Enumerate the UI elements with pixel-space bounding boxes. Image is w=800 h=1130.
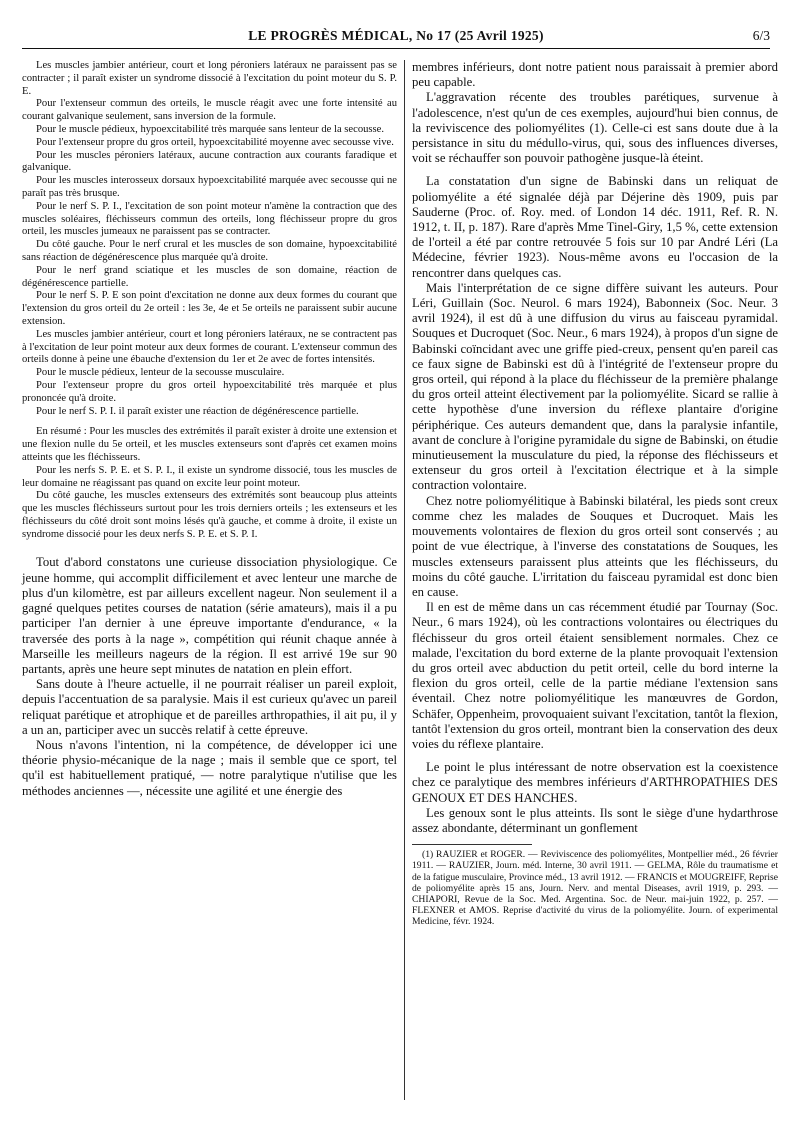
paragraph: Pour l'extenseur propre du gros orteil, hypoexcitabilité moyenne avec secousse vive. (36, 136, 394, 148)
paragraph: Du côté gauche. Pour le nerf crural et les muscles de son domaine, hypoexcitabilité sans réaction de dégénérescence plus marquée qu'à droite. (22, 239, 397, 263)
paragraph: Pour les muscles péroniers latéraux, aucune contraction aux courants faradique et galvanique. (22, 149, 397, 174)
paragraph: Les muscles jambier antérieur, court et long péroniers latéraux, ne se contractent pas à l'excitation de leur point moteur aux deux formes de courant. L'extenseur commun des orteils donne à peine une ébauche d'extension du 1er et 2e avec de fortes intensités. (22, 328, 397, 366)
paragraph: Le point le plus intéressant de notre observation est la coexistence chez ce paralytique des membres inférieurs d'ARTHROPATHIES DES GENOUX ET DES HANCHES. (412, 760, 778, 805)
column-divider (404, 60, 405, 1100)
page-number: 6/3 (752, 28, 770, 43)
journal-title: LE PROGRÈS MÉDICAL, No 17 (25 Avril 1925) (248, 28, 544, 43)
paragraph: Sans doute à l'heure actuelle, il ne pourrait réaliser un pareil exploit, depuis l'accentuation de sa paralysie. Mais il est curieux qu'avec un pareil reliquat parétique et atrophique et de pareilles arthropathies, il ait pu, il y a un an, participer avec un succès relatif à cette épreuve. (22, 677, 397, 737)
paragraph: Tout d'abord constatons une curieuse dissociation physiologique. Ce jeune homme, qui accomplit difficilement et avec lenteur une marche de plus d'un kilomètre, est par ailleurs excellent nageur. Non seulement il a gagné quelques petites courses de natation (série amateurs), mais il a pu participer l'an dernier à une épreuve importante d'endurance, « la traversée des ports à la nage », compétition qui réunit chaque année à Marseille les meilleurs nageurs de la région. Il est arrivé 19e sur 90 partants, après une heure sept minutes de natation en plein effort. (22, 555, 397, 676)
paragraph: Pour l'extenseur commun des orteils, le muscle réagit avec une forte intensité au courant galvanique seulement, sans inversion de la formule. (22, 98, 397, 123)
paragraph: Pour le nerf S. P. I., l'excitation de son point moteur n'amène la contraction que des muscles soléaires, fléchisseurs commun des orteils, long fléchisseur propre du gros orteil, les muscles jumeaux ne paraissent pas se contracter. (22, 200, 397, 238)
running-header (22, 24, 770, 49)
paragraph: Mais l'interprétation de ce signe diffère suivant les auteurs. Pour Léri, Guillain (Soc. Neurol. 6 mars 1924), Babonneix (Soc. Neur. 3 avril 1924), il est dû à une diffusion du virus au faisceau pyramidal. Souques et Ducroquet (Soc. Neur., 6 mars 1924), à propos d'un signe de Babinski coïncidant avec une griffe pied-creux, pensent qu'en pareil cas ce faux signe de Babinski est dû à l'intégrité de l'extenseur propre du gros orteil, qui répond à la place du fléchisseur de la première phalange du gros orteil atteint électivement par la poliomyélite. Sicard se rallie à cette hypothèse d'une inversion du réflexe plantaire d'origine périphérique. Ces auteurs demandent que, dans la paralysie infantile, avant de conclure à l'origine pyramidale du signe de Babinski, on étudie minutieusement la musculature du pied, la réponse des fléchisseurs et extenseur du gros orteil à l'excitation électrique et à la simple contraction volontaire. (412, 280, 778, 493)
footnote-rule (412, 844, 532, 845)
paragraph: La constatation d'un signe de Babinski dans un reliquat de poliomyélite a été signalée déjà par Déjerine dès 1909, puis par Sauderne (Proc. of. Roy. med. of London 14 déc. 1911, Ref. R. N. 1912, t. II, p. 187). Rare d'après Mme Tinel-Giry, 1,5 %, cette extension de l'orteil a été par contre retrouvée 5 fois sur 10 par André Léri (La Médecine, février 1923). Nous-même avons eu l'occasion de la rencontrer dans quelques cas. (412, 174, 778, 280)
paragraph: Pour les nerfs S. P. E. et S. P. I., il existe un syndrome dissocié, tous les muscles de leur domaine ne réagissant pas quand on excite leur point moteur. (22, 464, 397, 489)
paragraph: Il en est de même dans un cas récemment étudié par Tournay (Soc. Neur., 6 mars 1924), où les contractions volontaires ou électriques du fléchisseur du gros orteil étaient sensiblement normales. Chez ce malade, l'excitation du bord externe de la plante provoquait l'extension du gros orteil avec abduction du petit orteil, celle du bord interne la flexion du gros orteil, celle de la partie médiane l'extension sans éventail. Chez notre poliomyélitique les manœuvres de Gordon, Schäfer, Oppenheim, provoquaient suivant l'excitation, tantôt la flexion, tantôt l'extension du gros orteil, montrant bien la conservation des deux voies du réflexe plantaire. (412, 600, 778, 751)
paragraph: En résumé : Pour les muscles des extrémités il paraît exister à droite une extension et une flexion nulle du 5e orteil, et les muscles extenseurs sont d'après cet examen moins atteints que les fléchisseurs. (22, 426, 397, 463)
paragraph: Pour le nerf grand sciatique et les muscles de son domaine, réaction de dégénérescence partielle. (22, 264, 397, 289)
paragraph: L'aggravation récente des troubles parétiques, survenue à l'adolescence, n'est qu'un de ces exemples, aujourd'hui bien connus, de la reviviscence des poliomyélites (1). Celle-ci est sans doute due à la persistance in situ du médullo-virus, qui, sous des influences diverses, voit se réchauffer son pouvoir pathogène jusque-là éteint. (412, 90, 778, 166)
paragraph: Pour le nerf S. P. I. il paraît exister une réaction de dégénérescence partielle. (36, 405, 359, 417)
paragraph: membres inférieurs, dont notre patient nous paraissait à premier abord peu capable. (412, 60, 778, 90)
paragraph: Chez notre poliomyélitique à Babinski bilatéral, les pieds sont creux comme chez les malades de Souques et Ducroquet. Mais les mouvements volontaires de flexion du gros orteil sont conservés ; au point de vue électrique, à l'inverse des constatations de Souques, les muscles extenseurs paraissent plus atteints que les fléchisseurs, du moins du côté gauche. L'irritation du faisceau pyramidal est donc bien en cause. (412, 493, 778, 599)
paragraph: Pour le muscle pédieux, lenteur de la secousse musculaire. (36, 367, 285, 379)
paragraph: Du côté gauche, les muscles extenseurs des extrémités sont beaucoup plus atteints que les muscles fléchisseurs surtout pour les trois derniers orteils ; les extenseurs et les fléchisseurs du côté droit sont moins lésés qu'à gauche, et comme à droite, il existe un syndrome dissocié pour les deux nerfs S. P. E. et S. P. I. (22, 490, 397, 540)
discussion-section (22, 555, 397, 798)
paragraph: Pour l'extenseur propre du gros orteil hypoexcitabilité très marquée et plus prononcée qu'à droite. (22, 379, 397, 404)
electrical-exam-findings (22, 60, 397, 418)
left-column (22, 60, 397, 799)
paragraph: Pour le nerf S. P. E son point d'excitation ne donne aux deux formes du courant que l'extension du gros orteil du 2e orteil : les 3e, 4e et 5e orteils ne paraissent subir aucune extension. (22, 290, 397, 327)
footnote (412, 849, 778, 927)
paragraph: Pour le muscle pédieux, hypoexcitabilité très marquée sans lenteur de la secousse. (36, 123, 385, 135)
paragraph: Nous n'avons l'intention, ni la compétence, de développer ici une théorie physio-mécanique de la nage ; mais il semble que ce sport, tel qu'il est habituellement pratiqué, — notre paralytique n'utilise que les méthodes anciennes —, nécessite une agilité et une énergie des (22, 737, 397, 798)
paragraph: Les genoux sont le plus atteints. Ils sont le siège d'une hydarthrose assez abondante, déterminant un gonflement (412, 805, 778, 835)
summary-section (22, 426, 397, 541)
discussion-continued (412, 60, 778, 836)
paragraph: Les muscles jambier antérieur, court et long péroniers latéraux ne paraissent pas se contracter ; il paraît exister un syndrome dissocié à l'excitation du point moteur du S. P. E. (22, 60, 397, 97)
paragraph: Pour les muscles interosseux dorsaux hypoexcitabilité marquée avec secousse qui ne paraît pas très brusque. (22, 175, 397, 199)
footnote-text: (1) RAUZIER et ROGER. — Reviviscence des poliomyélites, Montpellier méd., 26 février 1911. — RAUZIER, Journ. méd. Interne, 30 avril 1911. — GELMA, Rôle du traumatisme et de la fatigue musculaire, Province méd., 13 avril 1912. — FRANCIS et MOUGREIFF, Reprise de poliomyélite après 15 ans, Journ. Nerv. and mental Diseases, avril 1919, p. 293. — CHIAPORI, Revue de la Soc. Med. Argentina. Soc. de Neur. mai-juin 1922, p. 257. — FLEXNER et AMOS. Reprise d'activité du virus de la poliomyélite. Journ. of experimental Medicine, févr. 1924. (412, 849, 778, 928)
right-column (412, 60, 778, 928)
